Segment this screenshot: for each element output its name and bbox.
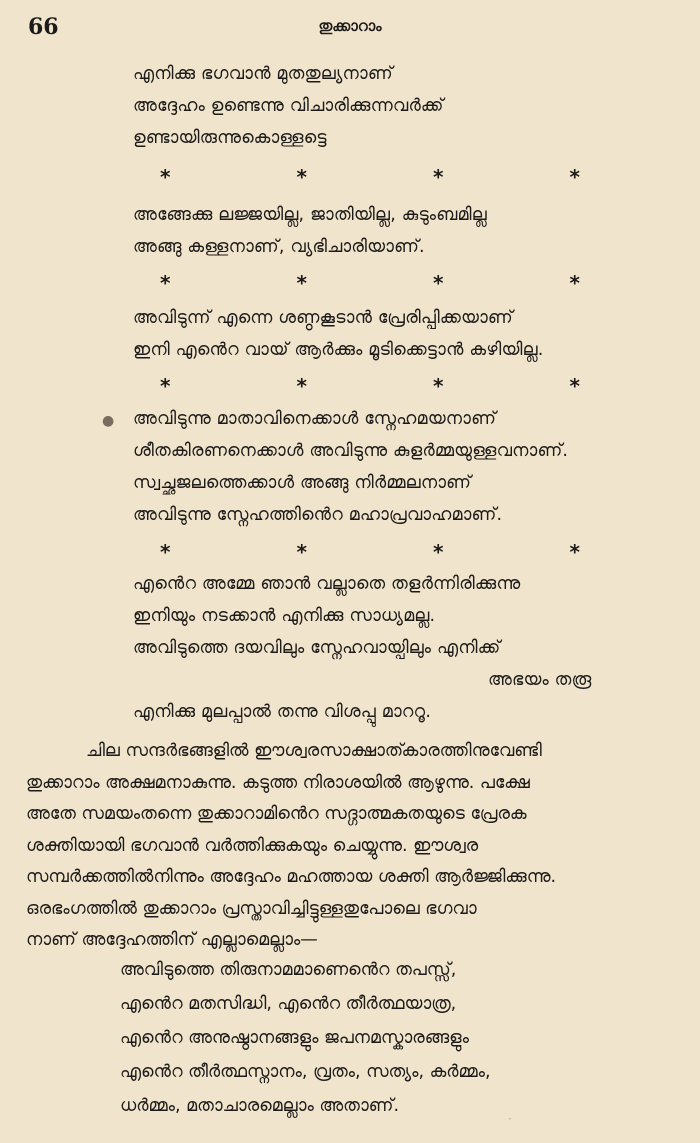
- verse-block-6: [120, 953, 680, 1123]
- star-mark: *: [160, 540, 171, 564]
- verse-line: അവിടുന്ന് എന്നെ ശണ്ഠകൂടാൻ പ്രേരിപ്പിക്കയാണ്: [133, 308, 513, 328]
- running-head: തുക്കാറാം: [318, 17, 382, 35]
- paragraph-line: ശക്തിയായി ഭഗവാൻ വർത്തിക്കുകയും ചെയ്യുന്നു. ഈശ്വര: [26, 835, 479, 856]
- verse-line: അവിടുന്നു മാതാവിനെക്കാൾ സ്നേഹമയനാണ്: [133, 409, 497, 429]
- star-separator: [160, 540, 580, 564]
- prose-paragraph: [26, 736, 678, 957]
- star-mark: *: [433, 271, 444, 295]
- star-mark: *: [296, 540, 307, 564]
- star-mark: *: [569, 374, 580, 398]
- page-number: 66: [28, 14, 59, 40]
- verse-block-1: [133, 58, 678, 154]
- verse-line: സ്വച്ഛജലത്തെക്കാൾ അങ്ങു നിർമ്മലനാണ്: [133, 473, 472, 493]
- verse-line: എൻെറ മതസിദ്ധി, എൻെറ തീർത്ഥയാത്ര,: [120, 994, 457, 1014]
- star-separator: [160, 374, 580, 398]
- star-mark: *: [433, 374, 444, 398]
- star-mark: *: [160, 165, 171, 189]
- verse-line: അഭയം തരൂ: [488, 670, 592, 690]
- paragraph-line: തുക്കാറാം അക്ഷമനാകുന്നു. കടുത്ത നിരാശയിൽ ആഴുന്നു. പക്ഷേ: [26, 772, 530, 793]
- paragraph-line: അതേ സമയംതന്നെ തുക്കാറാമിൻെറ സദ്ഗാത്മകതയുടെ പ്രേരക: [26, 804, 527, 824]
- star-separator: [160, 165, 580, 189]
- paragraph-line: ചില സന്ദർഭങ്ങളിൽ ഈശ്വരസാക്ഷാത്കാരത്തിനുവേണ്ടി: [86, 741, 542, 761]
- star-mark: *: [433, 165, 444, 189]
- verse-line: അവിടുത്തെ തിരുനാമമാണെൻെറ തപസ്സ്,: [120, 960, 457, 980]
- verse-line: ഇനി എൻെറ വായ് ആർക്കും മൂടിക്കെട്ടാൻ കഴിയില്ല.: [133, 340, 544, 360]
- verse-line: അങ്ങു കള്ളനാണ്, വ്യഭിചാരിയാണ്.: [133, 237, 425, 257]
- verse-block-5: [133, 568, 678, 728]
- verse-line: ശീതകിരണനെക്കാൾ അവിടുന്നു കുളർമ്മയുള്ളവനാണ്.: [133, 441, 569, 461]
- verse-line: ഉണ്ടായിരുന്നുകൊള്ളട്ടെ: [133, 128, 327, 148]
- paper-smudge: ·: [508, 1112, 512, 1126]
- star-mark: *: [433, 540, 444, 564]
- verse-line: എൻെറ തീർത്ഥസ്നാനം, വ്രതം, സത്യം, കർമ്മം,: [120, 1062, 491, 1082]
- ink-dot-mark: ●: [102, 413, 115, 429]
- verse-line: എൻെറ അനുഷ്ഠാനങ്ങളും ജപനമസ്കാരങ്ങളും: [120, 1028, 469, 1048]
- star-mark: *: [296, 271, 307, 295]
- paragraph-line: നാണ് അദ്ദേഹത്തിന് എല്ലാമെല്ലാം—: [26, 930, 318, 950]
- star-separator: [160, 271, 580, 295]
- verse-line: അദ്ദേഹം ഉണ്ടെന്നു വിചാരിക്കുന്നവർക്ക്: [133, 96, 444, 116]
- verse-line: ഇനിയും നടക്കാൻ എനിക്കു സാധ്യമല്ല.: [133, 606, 436, 626]
- verse-line: ധർമ്മം, മതാചാരമെല്ലാം അതാണ്.: [120, 1096, 400, 1116]
- star-mark: *: [296, 165, 307, 189]
- star-mark: *: [569, 271, 580, 295]
- verse-line: അവിടുത്തെ ദയവിലും സ്നേഹവായ്പിലും എനിക്ക്: [133, 638, 501, 658]
- star-mark: *: [569, 165, 580, 189]
- verse-line: എനിക്കു മുലപ്പാൽ തന്നു വിശപ്പു മാററൂ.: [133, 702, 432, 722]
- star-mark: *: [160, 271, 171, 295]
- star-mark: *: [569, 540, 580, 564]
- star-mark: *: [160, 374, 171, 398]
- star-mark: *: [296, 374, 307, 398]
- verse-block-2: [133, 199, 678, 263]
- verse-block-3: [133, 302, 678, 366]
- paragraph-line: സമ്പർക്കത്തിൽനിന്നും അദ്ദേഹം മഹത്തായ ശക്തി ആർജ്ജിക്കുന്നു.: [26, 867, 557, 887]
- verse-block-4: [133, 403, 678, 531]
- paragraph-line: ഒരഭംഗത്തിൽ തുക്കാറാം പ്രസ്താവിച്ചിട്ടുള്ളതുപോലെ ഭഗവാ: [26, 898, 477, 919]
- verse-line: അവിടുന്നു സ്നേഹത്തിൻെറ മഹാപ്രവാഹമാണ്.: [133, 505, 503, 525]
- verse-line: അങ്ങേക്കു ലജ്ജയില്ല, ജാതിയില്ല, കുടുംബമില്ല: [133, 205, 487, 225]
- verse-line: എൻെറ അമ്മേ ഞാൻ വല്ലാതെ തളർന്നിരിക്കുന്നു: [133, 574, 521, 594]
- verse-line: എനിക്കു ഭഗവാൻ മുതതുല്യനാണ്: [133, 64, 393, 84]
